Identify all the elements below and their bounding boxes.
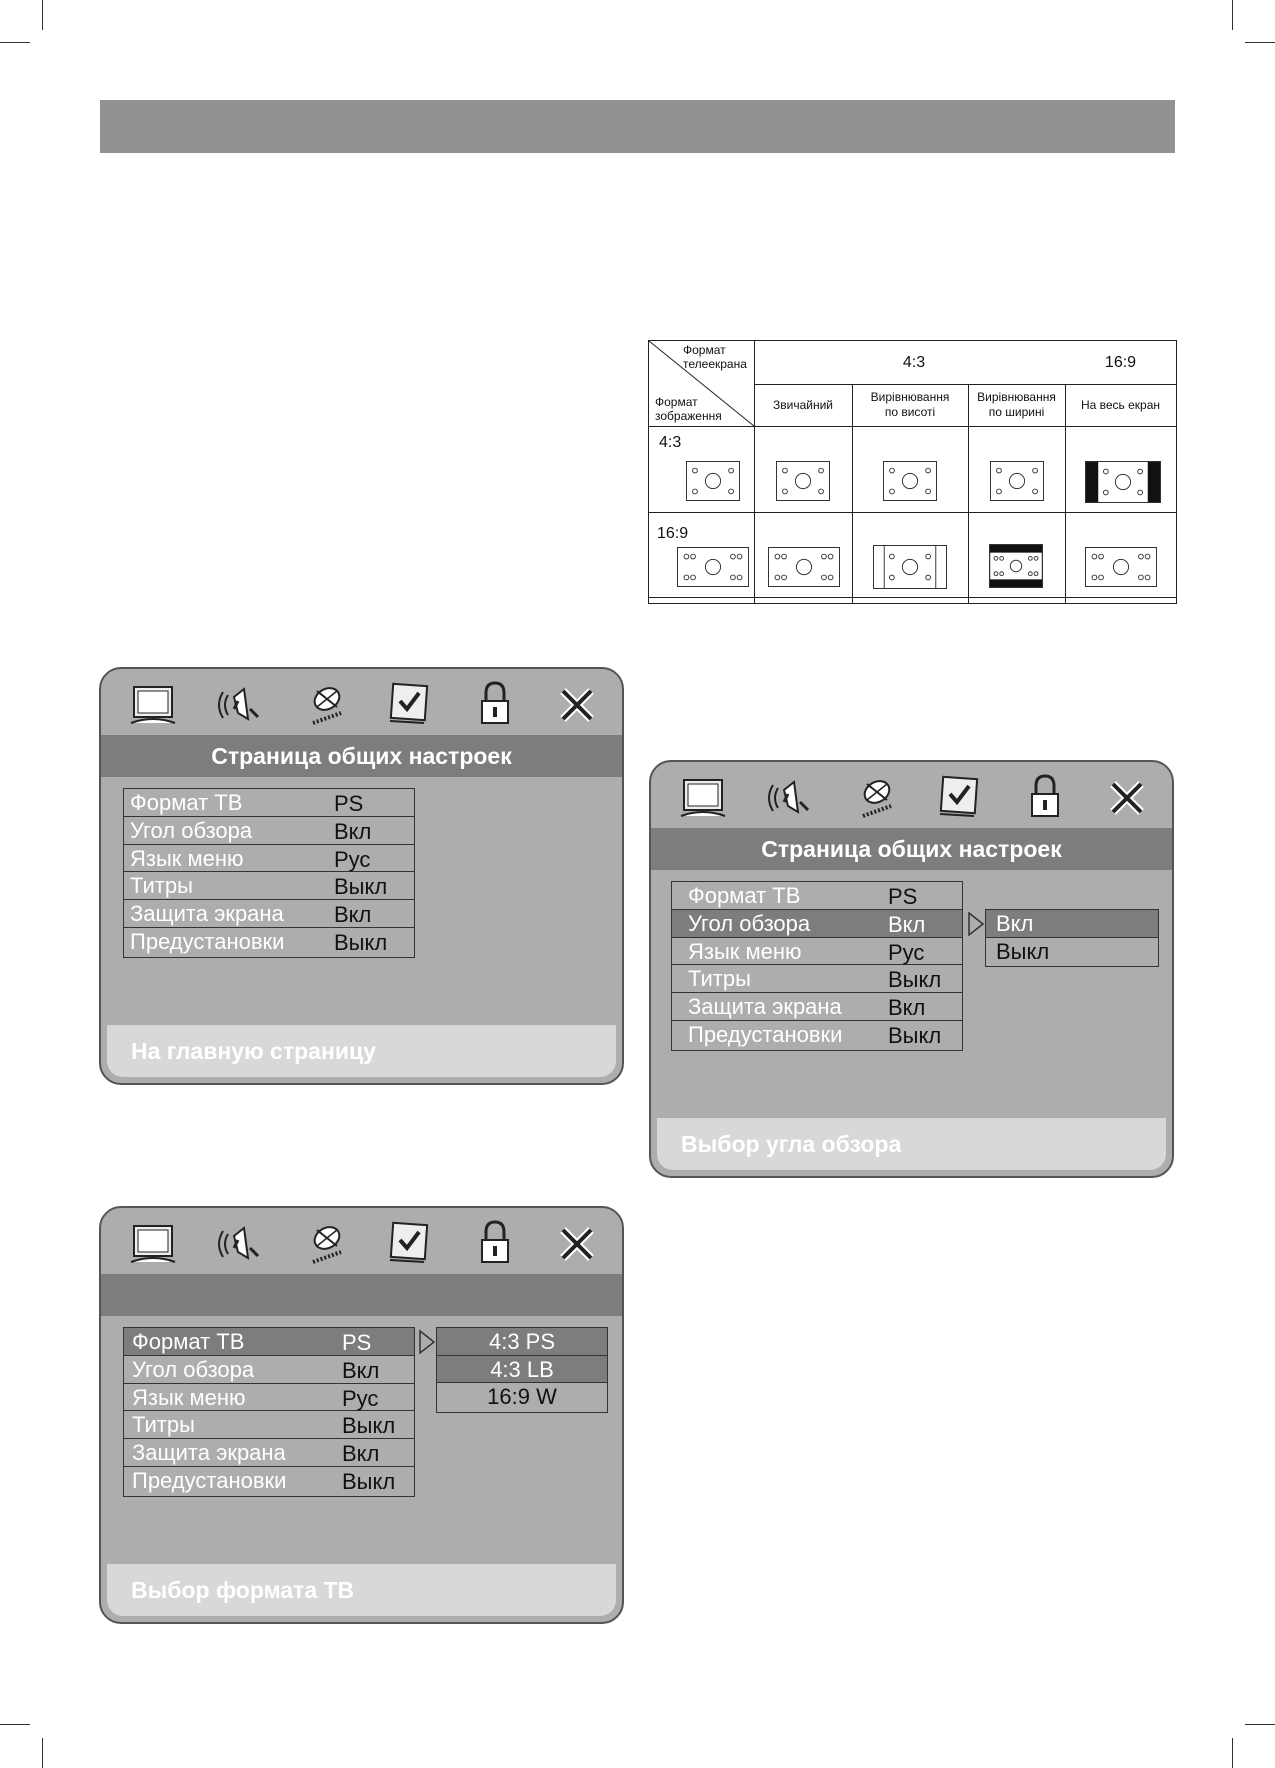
tv-16-9-header: 16:9 [1104,353,1137,371]
speaker-icon[interactable] [214,679,262,729]
setting-label: Формат ТВ [132,1329,245,1354]
setting-row-defaults[interactable] [124,1467,414,1495]
setting-value: Вкл [342,1441,380,1467]
screen-4-3-fit-width [990,461,1044,501]
setting-label: Предустановки [132,1467,287,1493]
close-icon[interactable] [553,1218,601,1268]
submenu-arrow-icon [967,911,985,937]
check-icon[interactable] [384,1218,432,1268]
setting-row-subtitles[interactable] [124,1411,414,1439]
crop-mark [1245,1724,1275,1725]
setting-value: Вкл [342,1357,380,1383]
row-16-9-label: 16:9 [657,525,689,542]
option-16-9-w[interactable]: 16:9 W [487,1384,557,1409]
settings-list [123,1327,415,1497]
tv-format-options-list [436,1327,608,1413]
option-on[interactable]: Вкл [986,910,1158,938]
setting-label: Формат ТВ [688,883,801,908]
crop-mark [42,0,43,30]
screen-16-9-source [677,547,749,587]
setting-label: Титры [688,966,751,992]
setting-value: Выкл [888,967,942,993]
menu-title [101,1274,622,1316]
setting-value: Выкл [334,874,388,900]
speaker-icon[interactable] [764,772,812,822]
setting-value: Рус [342,1385,379,1411]
option-off[interactable]: Выкл [996,938,1050,964]
satellite-icon[interactable] [303,1218,351,1268]
lock-icon[interactable] [471,1218,519,1268]
setting-label: Титры [132,1412,195,1438]
close-icon[interactable] [553,679,601,729]
setting-value: Выкл [342,1468,396,1494]
header-bar [100,100,1175,153]
submenu-arrow-icon [418,1329,436,1355]
setting-value: Выкл [888,1022,942,1048]
lock-icon[interactable] [1021,772,1069,822]
setting-row-angle[interactable] [672,910,962,938]
setting-label: Предустановки [688,1021,843,1047]
col-fit-width: Вирівнювання по ширині [977,390,1056,419]
setting-label: Формат ТВ [130,790,243,815]
menu-icon-bar [101,1208,622,1276]
setting-value: Выкл [334,929,388,955]
screen-16-9-normal [768,547,840,587]
screen-16-9-fit-width [989,544,1043,588]
setting-value: Вкл [334,818,372,844]
crop-mark [42,1738,43,1768]
setting-row-screen-saver[interactable] [672,993,962,1021]
osd-tv-format-menu [99,1206,624,1624]
setting-label: Титры [130,873,193,899]
screen-16-9-fit-height [873,545,947,589]
setting-row-defaults[interactable] [672,1021,962,1049]
setting-label: Угол обзора [688,910,811,936]
setting-row-defaults[interactable] [124,928,414,956]
setting-label: Язык меню [132,1384,246,1410]
menu-footer-hint: Выбор формата ТВ [107,1564,616,1616]
setting-row-angle[interactable] [124,1356,414,1384]
setting-value: Рус [334,846,371,872]
setting-value: Вкл [888,911,926,937]
osd-angle-menu [649,760,1174,1178]
setting-value: PS [334,791,364,816]
close-icon[interactable] [1103,772,1151,822]
corner-top-label: Формат телеекрана [683,343,747,372]
screen-4-3-source [686,461,740,501]
tv-4-3-header: 4:3 [902,353,926,371]
aspect-format-table [648,340,1177,604]
setting-label: Предустановки [130,928,285,954]
setting-row-screen-saver[interactable] [124,900,414,928]
settings-list [671,881,963,1051]
check-icon[interactable] [934,772,982,822]
setting-label: Угол обзора [132,1356,255,1382]
setting-row-menu-language[interactable] [124,1384,414,1412]
settings-list [123,788,415,958]
setting-label: Защита экрана [132,1440,286,1466]
col-normal: Звичайний [773,397,833,412]
setting-value: Рус [888,939,925,965]
angle-options-list [985,909,1159,967]
setting-row-screen-saver[interactable] [124,1439,414,1467]
setting-row-tv-format[interactable] [124,1328,414,1356]
setting-row-menu-language[interactable] [124,845,414,873]
menu-icon-bar [101,669,622,737]
screen-4-3-fit-height [883,461,937,501]
setting-value: Вкл [888,995,926,1021]
col-full-screen: На весь екран [1080,397,1161,412]
satellite-icon[interactable] [853,772,901,822]
setting-row-subtitles[interactable] [124,872,414,900]
table-divider [649,597,1176,598]
tv-icon[interactable] [129,1218,177,1268]
col-fit-height: Вирівнювання по висоті [870,390,950,419]
crop-mark [1232,0,1233,30]
corner-bottom-label: Формат зображення [655,395,722,424]
setting-label: Защита экрана [688,994,842,1020]
menu-icon-bar [651,762,1172,830]
setting-value: PS [888,884,918,909]
crop-mark [0,1724,30,1725]
setting-row-menu-language[interactable] [672,938,962,966]
screen-4-3-normal [776,461,830,501]
crop-mark [1232,1738,1233,1768]
screen-16-9-full-screen [1085,547,1157,587]
osd-general-settings-menu [99,667,624,1085]
setting-label: Защита экрана [130,901,284,927]
setting-value: Выкл [342,1413,396,1439]
setting-value: PS [342,1330,372,1355]
setting-row-angle[interactable] [124,817,414,845]
menu-title: Страница общих настроек [101,735,622,777]
tv-icon[interactable] [129,679,177,729]
setting-label: Угол обзора [130,817,253,843]
menu-footer-hint: Выбор угла обзора [657,1118,1166,1170]
menu-footer-hint: На главную страницу [107,1025,616,1077]
satellite-icon[interactable] [303,679,351,729]
crop-mark [1245,42,1275,43]
setting-row-tv-format[interactable] [672,882,962,910]
lock-icon[interactable] [471,679,519,729]
menu-title: Страница общих настроек [651,828,1172,870]
table-divider [649,512,1176,513]
screen-4-3-full-screen [1085,461,1161,503]
check-icon[interactable] [384,679,432,729]
row-4-3-label: 4:3 [659,434,682,451]
setting-label: Язык меню [688,938,802,964]
speaker-icon[interactable] [214,1218,262,1268]
setting-row-tv-format[interactable] [124,789,414,817]
option-4-3-lb[interactable]: 4:3 LB [437,1356,607,1384]
setting-label: Язык меню [130,845,244,871]
crop-mark [0,42,30,43]
setting-value: Вкл [334,902,372,928]
tv-icon[interactable] [679,772,727,822]
setting-row-subtitles[interactable] [672,965,962,993]
option-4-3-ps[interactable]: 4:3 PS [437,1328,607,1356]
